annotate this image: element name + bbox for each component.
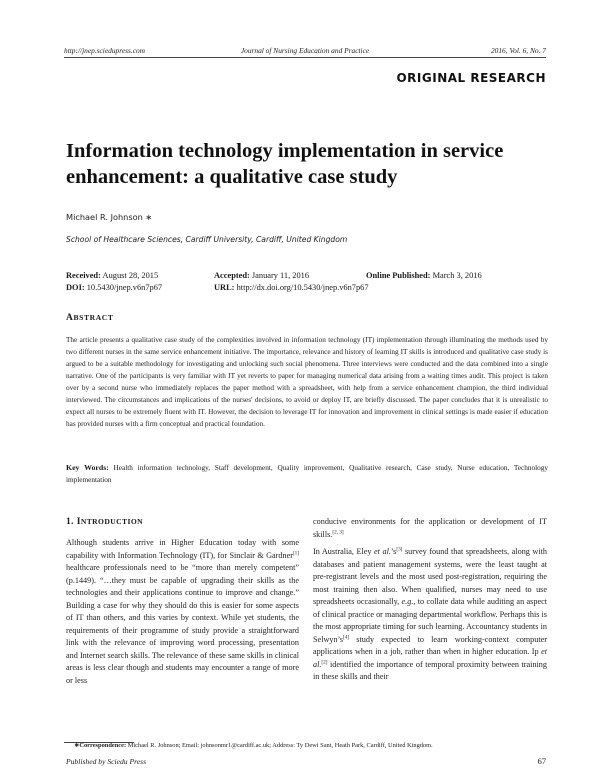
doi[interactable]: DOI: 10.5430/jnep.v6n7p67 [66, 283, 163, 292]
published-date: Online Published: March 3, 2016 [366, 271, 482, 280]
journal-name: Journal of Nursing Education and Practice [240, 46, 370, 55]
author-name: Michael R. Johnson ∗ [66, 212, 153, 222]
body-column-right [313, 516, 547, 684]
citation-ref[interactable]: [2, 3] [332, 528, 344, 535]
correspondence-note: ∗Correspondence: Michael R. Johnson; Email: johnsonmr1@cardiff.ac.uk; Address: Ty Dewi Sant, Heath Park, Cardiff, United Kingdom. [74, 742, 433, 749]
accepted-date: Accepted: January 11, 2016 [214, 271, 310, 280]
header-divider [64, 57, 546, 58]
issue-info: 2016, Vol. 6, No. 7 [490, 46, 546, 55]
article-title: Information technology implementation in service enhancement: a qualitative case study [66, 140, 504, 188]
citation-ref[interactable]: [2] [321, 658, 328, 665]
abstract-text: The article presents a qualitative case study of the complexities involved in information technology (IT) implementation through illuminating the methods used by two different nurses in the same service enhancement initiative. The importance, relevance and history of learning IT skills is introduced and qualitative case study is argued to be a suitable methodology for investigating and unlocking such social phenomena. Three interviews were conducted and the data combined into a single narrative. One of the participants is very familiar with IT yet reverts to paper for managing numerical data arising from a waiting times audit. This project is taken over by a second nurse who immediately replaces the paper method with a spreadsheet, with help from a service enhancement champion, the third individual interviewed. The circumstances and implications of the nurses' decisions, to avoid or deploy IT, are briefly discussed. The paper concludes that it is unrealistic to expect all nurses to be extremely fluent with IT. However, the decision to leverage IT for innovation and improvement in clinical settings is made easier if education has provided nurses with a firm conceptual and practical foundation. [66, 336, 548, 428]
keywords [66, 462, 548, 486]
intro-paragraph-2: In Australia, Eley et al.’s[3] survey found that spreadsheets, along with databases and patient management systems, were the least taught at pre-registrant levels and the most used post-registration, requiring the most training then also. When qualified, nurses may need to use spreadsheets occasionally, e.g., to collate data while auditing an aspect of clinical practice or managing departmental workflow. Perhaps this is the most appropriate timing for such learning. Accountancy students in Selwyn’s[4] study expected to learn working-context computer applications when in a job, rather than when in higher education. Ip et al.[2] identified the importance of temporal proximity between training in these skills and their [313, 546, 547, 681]
article-url[interactable]: URL: http://dx.doi.org/10.5430/jnep.v6n7p67 [214, 283, 369, 292]
keywords-text: Health information technology, Staff development, Quality improvement, Qualitative research, Case study, Nurse education, Technology implementation [66, 464, 548, 484]
author-affiliation: School of Healthcare Sciences, Cardiff University, Cardiff, United Kingdom [66, 235, 348, 244]
page-footer [66, 757, 546, 766]
publisher: Published by Sciedu Press [66, 757, 147, 766]
introduction-heading: 1. INTRODUCTION [66, 517, 144, 527]
citation-ref[interactable]: [1] [292, 549, 299, 556]
received-date: Received: August 28, 2015 [66, 271, 159, 280]
journal-url[interactable]: http://jnep.sciedupress.com [64, 46, 146, 55]
keywords-label: Key Words: [66, 463, 109, 472]
citation-ref[interactable]: [4] [343, 633, 350, 640]
intro-paragraph-1: Although students arrive in Higher Education today with some capability with Information Technology (IT), for Sinclair & Gardner[1] healthcare professionals need to be “more than merely competent” (p.1449). “…they must be capable of upgrading their skills as the technologies and their applications continue to improve and change.” Building a case for why they should do this is easier for some aspects of IT than others, and this varies by context. While yet students, the requirements of their programme of study provide a straightforward link with the relevance of improving word processing, presentation and Internet search skills. The relevance of these same skills in clinical areas is less clear though and students may encounter a range of more or less [66, 538, 299, 685]
section-label: ORIGINAL RESEARCH [396, 71, 546, 85]
body-column-left [66, 537, 299, 687]
abstract-heading: ABSTRACT [66, 313, 114, 323]
intro-paragraph-continued: conducive environments for the application or development of IT skills.[2, 3] [313, 517, 547, 539]
page-number: 67 [537, 757, 546, 766]
citation-ref[interactable]: [3] [396, 546, 403, 553]
